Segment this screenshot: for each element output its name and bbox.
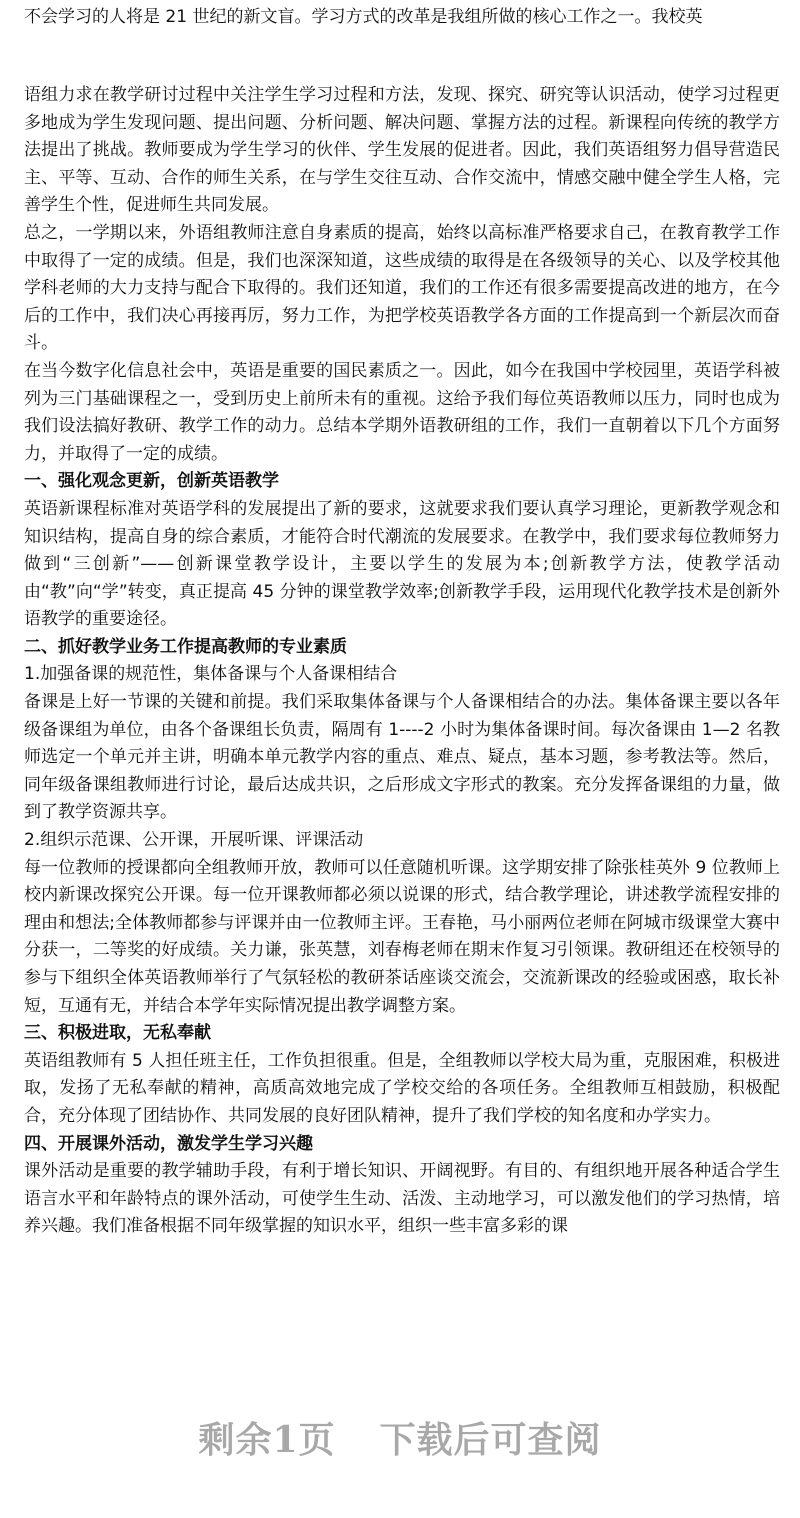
paragraph-13: 课外活动是重要的教学辅助手段，有利于增长知识、开阔视野。有目的、有组织地开展各种适合学生语言水平和年龄特点的课外活动，可使学生生动、活泼、主动地学习，可以激发他们的学习热情，培养兴趣。我们准备根据不同年级掌握的知识水平，组织一些丰富多彩的课 [24, 1161, 780, 1237]
section-heading-2: 二、抓好教学业务工作提高教师的专业素质 [24, 636, 347, 657]
paragraph-2: 在当今数字化信息社会中，英语是重要的国民素质之一。因此，如今在我国中学校园里，英语学科被列为三门基础课程之一，受到历史上前所未有的重视。这给予我们每位英语教师以压力，同时也成为我们设法搞好教研、教学工作的动力。总结本学期外语教研组的工作，我们一直朝着以下几个方面努力，并取得了一定的成绩。 [24, 360, 780, 464]
paragraph-11: 英语组教师有 5 人担任班主任，工作负担很重。但是，全组教师以学校大局为重，克服困难，积极进取，发扬了无私奉献的精神，高质高效地完成了学校交给的各项任务。全组教师互相鼓励，积极配合，充分体现了团结协作、共同发展的良好团队精神，提升了我们学校的知名度和办学实力。 [24, 1050, 780, 1126]
paragraph-7: 备课是上好一节课的关键和前提。我们采取集体备课与个人备课相结合的办法。集体备课主要以各年级备课组为单位，由各个备课组长负责，隔周有 1----2 小时为集体备课时间。每次备课由 1—2 名教师选定一个单元并主讲，明确本单元教学内容的重点、难点、疑点，基本习题，参考教法等。然后，同年级备课组教师进行讨论，最后达成共识，之后形成文字形式的教案。充分发挥备课组的力量，做到了教学资源共享。 [24, 692, 780, 823]
section-heading-1: 一、强化观念更新，创新英语教学 [24, 471, 279, 492]
paragraph-1: 总之，一学期以来，外语组教师注意自身素质的提高，始终以高标准严格要求自己，在教育教学工作中取得了一定的成绩。但是，我们也深深知道，这些成绩的取得是在各级领导的关心、以及学校其他学科老师的大力支持与配合下取得的。我们还知道，我们的工作还有很多需要提高改进的地方，在今后的工作中，我们决心再接再厉，努力工作，为把学校英语教学各方面的工作提高到一个新层次而奋斗。 [24, 222, 780, 354]
section-heading-3: 三、积极进取，无私奉献 [24, 1023, 211, 1044]
subheading-2-1: 1.加强备课的规范性，集体备课与个人备课相结合 [24, 664, 398, 685]
paragraph-9: 每一位教师的授课都向全组教师开放，教师可以任意随机听课。这学期安排了除张桂英外 9 位教师上校内新课改探究公开课。每一位开课教师都必须以说课的形式，结合教学理论，讲述教学流程安排的理由和想法;全体教师都参与评课并由一位教师主评。王春艳，马小丽两位老师在阿城市级课堂大赛中分获一，二等奖的好成绩。关力谦，张英慧，刘春梅老师在期末作复习引领课。教研组还在校领导的参与下组织全体英语教师举行了气氛轻松的教研茶话座谈交流会，交流新课改的经验或困惑，取长补短，互通有无，并结合本学年实际情况提出教学调整方案。 [24, 857, 780, 1016]
section-heading-4: 四、开展课外活动，激发学生学习兴趣 [24, 1133, 313, 1154]
paragraph-4: 英语新课程标准对英语学科的发展提出了新的要求，这就要求我们要认真学习理论，更新教学观念和知识结构，提高自身的综合素质，才能符合时代潮流的发展要求。在教学中，我们要求每位教师努力做到“三创新”——创新课堂教学设计，主要以学生的发展为本;创新教学方法，使教学活动由“教”向“学”转变，真正提高 45 分钟的课堂教学效率;创新教学手段，运用现代化教学技术是创新外语教学的重要途径。 [24, 498, 780, 630]
subheading-2-2: 2.组织示范课、公开课，开展听课、评课活动 [24, 830, 364, 851]
download-to-view-text: 下载后可查阅 [379, 1419, 602, 1461]
paragraph-0: 语组力求在教学研讨过程中关注学生学习过程和方法，发现、探究、研究等认识活动，使学习过程更多地成为学生发现问题、提出问题、分析问题、解决问题、掌握方法的过程。新课程向传统的教学方法提出了挑战。教师要成为学生学习的伙伴、学生发展的促进者。因此，我们英语组努力倡导营造民主、平等、互动、合作的师生关系，在与学生交往互动、合作交流中，情感交融中健全学生人格，完善学生个性，促进师生共同发展。 [24, 85, 780, 216]
remaining-pages-text: 剩余1页 [198, 1419, 336, 1461]
download-prompt-banner[interactable] [0, 1412, 800, 1463]
document-body [24, 82, 780, 1241]
document-top-line: 不会学习的人将是 21 世纪的新文盲。学习方式的改革是我组所做的核心工作之一。我校英 [24, 7, 703, 27]
